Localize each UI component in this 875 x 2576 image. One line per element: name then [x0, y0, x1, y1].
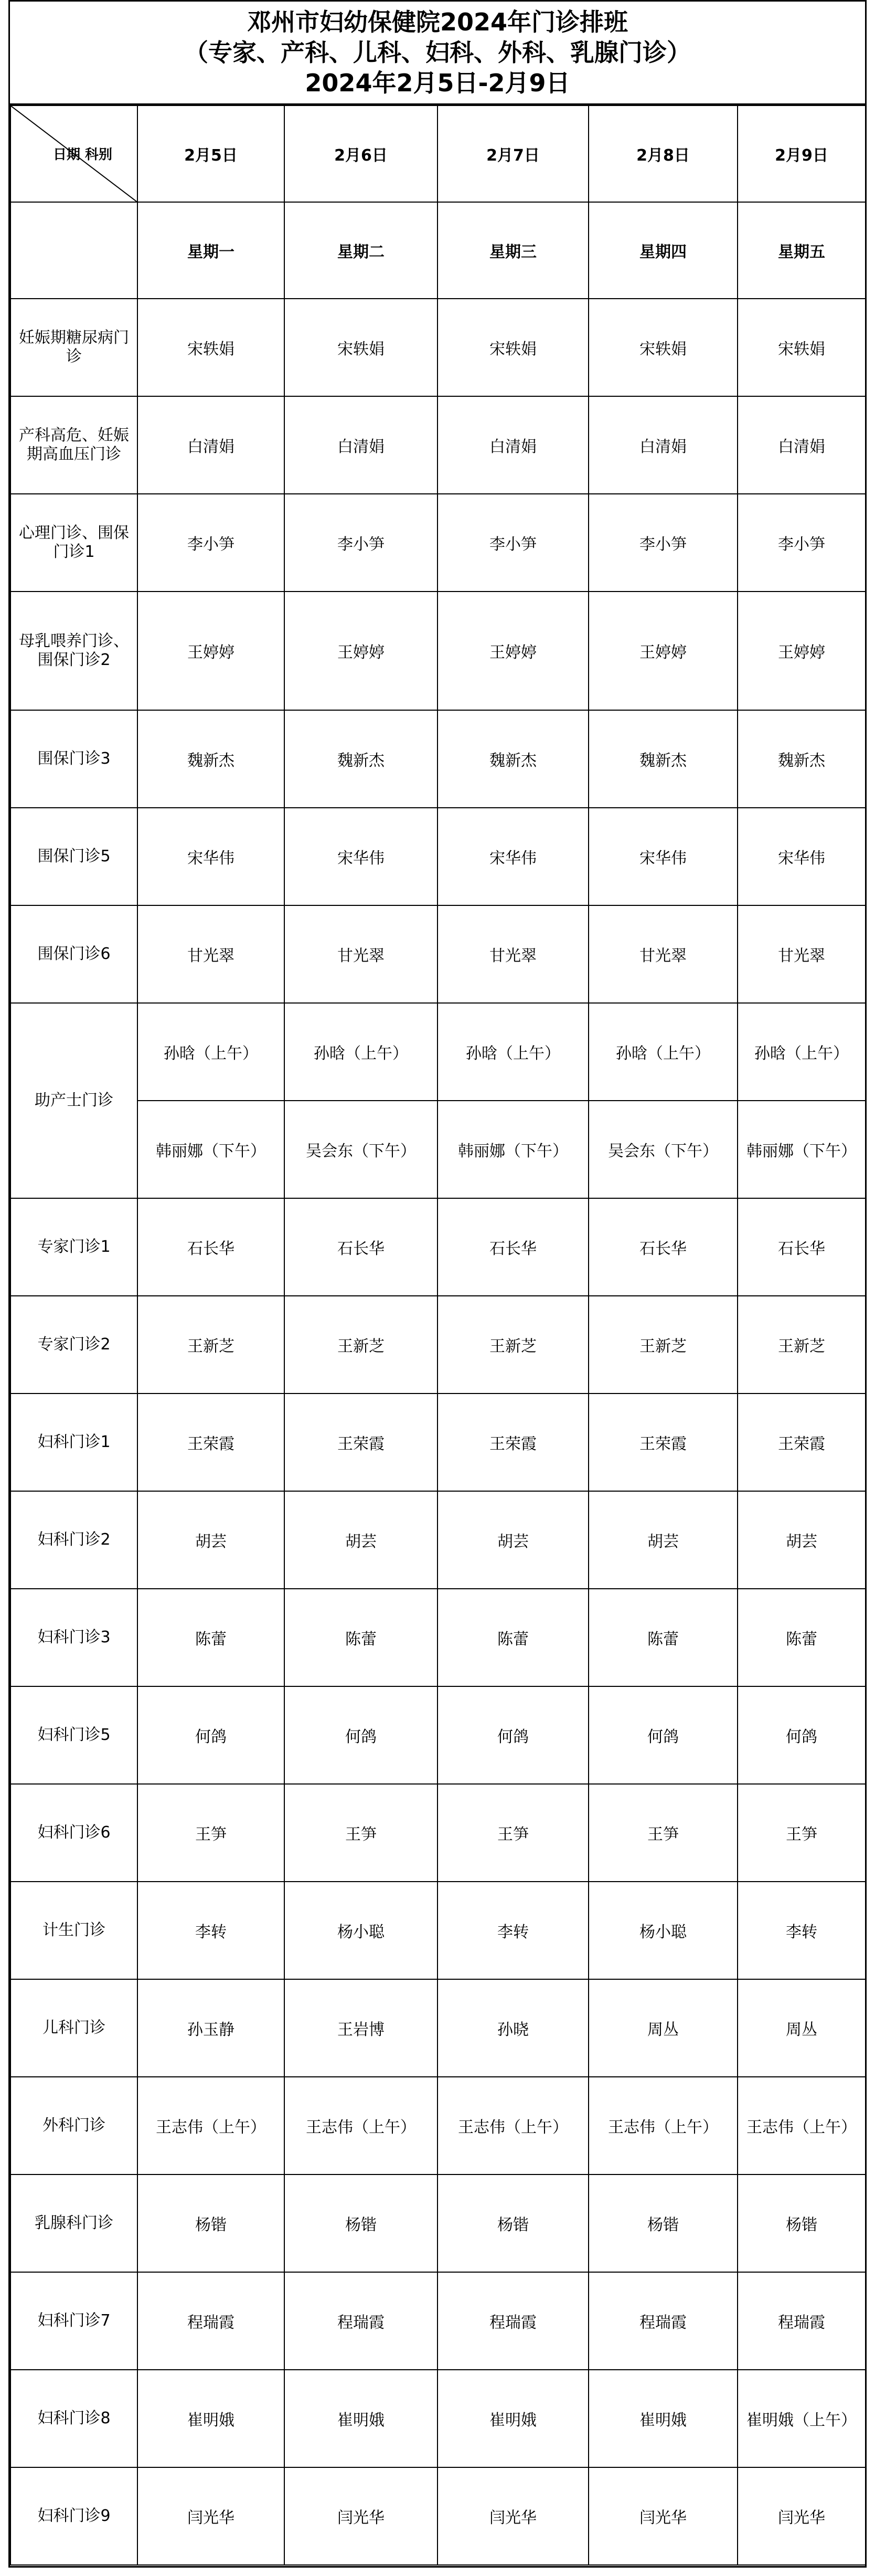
schedule-cell: 魏新杰: [284, 710, 437, 808]
schedule-cell: 李小笋: [437, 494, 589, 592]
schedule-cell: 胡芸: [137, 1491, 284, 1589]
table-row: [10, 494, 866, 592]
schedule-cell: 周丛: [738, 1979, 866, 2077]
table-row: [10, 2077, 866, 2174]
schedule-cell: 王志伟（上午）: [437, 2077, 589, 2174]
schedule-cell: 闫光华: [284, 2467, 437, 2565]
schedule-cell: 石长华: [284, 1198, 437, 1296]
table-row: [10, 2370, 866, 2467]
schedule-cell: 王志伟（上午）: [589, 2077, 738, 2174]
date-header: 2月9日: [738, 105, 866, 202]
schedule-cell: 李小笋: [137, 494, 284, 592]
schedule-cell: 程瑞霞: [738, 2272, 866, 2370]
schedule-cell: 李小笋: [284, 494, 437, 592]
table-row: [10, 1393, 866, 1491]
schedule-cell: 崔明娥: [437, 2370, 589, 2467]
schedule-cell: 王荣霞: [589, 1393, 738, 1491]
schedule-cell: 王荣霞: [738, 1393, 866, 1491]
table-row: [10, 2174, 866, 2272]
dept-label: 母乳喂养门诊、围保门诊2: [10, 592, 137, 710]
schedule-cell: 石长华: [589, 1198, 738, 1296]
dept-label: 围保门诊3: [10, 710, 137, 808]
date-header: 2月6日: [284, 105, 437, 202]
schedule-cell: 何鸽: [284, 1686, 437, 1784]
schedule-cell: 王婷婷: [137, 592, 284, 710]
title-line-2: （专家、产科、儿科、妇科、外科、乳腺门诊）: [184, 38, 691, 67]
table-row: [10, 1296, 866, 1393]
dept-label: 围保门诊5: [10, 808, 137, 905]
schedule-cell: 石长华: [437, 1198, 589, 1296]
schedule-cell: 孙晗（上午）: [589, 1003, 738, 1101]
schedule-cell: 孙晓: [437, 1979, 589, 2077]
schedule-cell: 陈蕾: [437, 1589, 589, 1686]
table-row: [10, 1979, 866, 2077]
corner-label: 日期 科别: [53, 147, 113, 163]
schedule-cell: 李转: [437, 1882, 589, 1979]
schedule-cell: 孙晗（上午）: [137, 1003, 284, 1101]
schedule-cell: 王笋: [437, 1784, 589, 1882]
schedule-cell: 李小笋: [589, 494, 738, 592]
schedule-cell: 王志伟（上午）: [137, 2077, 284, 2174]
blank-cell: [10, 202, 137, 299]
table-row: [10, 592, 866, 710]
dept-label: 妇科门诊5: [10, 1686, 137, 1784]
dept-label: 心理门诊、围保门诊1: [10, 494, 137, 592]
schedule-cell: 陈蕾: [284, 1589, 437, 1686]
schedule-cell: 杨小聪: [589, 1882, 738, 1979]
table-row: [10, 1784, 866, 1882]
schedule-cell: 韩丽娜（下午）: [137, 1101, 284, 1198]
schedule-cell: 胡芸: [738, 1491, 866, 1589]
schedule-cell: 闫光华: [437, 2467, 589, 2565]
schedule-cell: 王新芝: [437, 1296, 589, 1393]
weekday-header: 星期一: [137, 202, 284, 299]
schedule-cell: 韩丽娜（下午）: [437, 1101, 589, 1198]
dept-label: 妇科门诊3: [10, 1589, 137, 1686]
schedule-cell: 李转: [137, 1882, 284, 1979]
table-row: [10, 905, 866, 1003]
schedule-cell: 宋华伟: [284, 808, 437, 905]
schedule-cell: 甘光翠: [137, 905, 284, 1003]
schedule-cell: 杨锴: [284, 2174, 437, 2272]
table-row: [10, 396, 866, 494]
schedule-cell: 白清娟: [738, 396, 866, 494]
schedule-sheet: [8, 0, 867, 2568]
schedule-cell: 何鸽: [738, 1686, 866, 1784]
schedule-cell: 王志伟（上午）: [738, 2077, 866, 2174]
table-row: [10, 808, 866, 905]
schedule-cell: 宋轶娟: [437, 299, 589, 396]
table-row: [10, 299, 866, 396]
weekday-header: 星期二: [284, 202, 437, 299]
dept-label: 围保门诊6: [10, 905, 137, 1003]
schedule-cell: 王志伟（上午）: [284, 2077, 437, 2174]
schedule-cell: 甘光翠: [437, 905, 589, 1003]
dept-label: 妇科门诊8: [10, 2370, 137, 2467]
dept-label: 计生门诊: [10, 1882, 137, 1979]
schedule-cell: 孙晗（上午）: [738, 1003, 866, 1101]
schedule-cell: 王新芝: [284, 1296, 437, 1393]
schedule-cell: 甘光翠: [284, 905, 437, 1003]
weekday-header: 星期四: [589, 202, 738, 299]
schedule-cell: 何鸽: [589, 1686, 738, 1784]
schedule-cell: 白清娟: [137, 396, 284, 494]
dept-label: 妊娠期糖尿病门诊: [10, 299, 137, 396]
schedule-cell: 甘光翠: [589, 905, 738, 1003]
schedule-cell: 魏新杰: [137, 710, 284, 808]
table-row: [10, 1589, 866, 1686]
schedule-cell: 胡芸: [437, 1491, 589, 1589]
schedule-cell: 王婷婷: [738, 592, 866, 710]
schedule-cell: 宋华伟: [589, 808, 738, 905]
dept-label: 儿科门诊: [10, 1979, 137, 2077]
schedule-cell: 王荣霞: [137, 1393, 284, 1491]
dept-label: 外科门诊: [10, 2077, 137, 2174]
schedule-cell: 闫光华: [137, 2467, 284, 2565]
schedule-cell: 程瑞霞: [437, 2272, 589, 2370]
schedule-cell: 闫光华: [738, 2467, 866, 2565]
date-header: 2月7日: [437, 105, 589, 202]
schedule-cell: 闫光华: [589, 2467, 738, 2565]
schedule-cell: 宋轶娟: [738, 299, 866, 396]
schedule-cell: 白清娟: [284, 396, 437, 494]
schedule-cell: 孙晗（上午）: [437, 1003, 589, 1101]
schedule-cell: 程瑞霞: [589, 2272, 738, 2370]
schedule-cell: 何鸽: [137, 1686, 284, 1784]
schedule-cell: 胡芸: [284, 1491, 437, 1589]
schedule-cell: 石长华: [738, 1198, 866, 1296]
dept-label: 妇科门诊1: [10, 1393, 137, 1491]
schedule-cell: 孙玉静: [137, 1979, 284, 2077]
schedule-cell: 王婷婷: [284, 592, 437, 710]
schedule-cell: 宋轶娟: [137, 299, 284, 396]
schedule-cell: 魏新杰: [738, 710, 866, 808]
title-line-3: 2024年2月5日-2月9日: [305, 69, 570, 97]
schedule-cell: 宋华伟: [137, 808, 284, 905]
dept-label: 专家门诊2: [10, 1296, 137, 1393]
schedule-cell: 王新芝: [589, 1296, 738, 1393]
schedule-table: [10, 105, 866, 2566]
schedule-cell: 宋轶娟: [284, 299, 437, 396]
schedule-cell: 胡芸: [589, 1491, 738, 1589]
document-title: [10, 2, 865, 105]
schedule-cell: 宋华伟: [738, 808, 866, 905]
schedule-cell: 王婷婷: [437, 592, 589, 710]
date-header: 2月8日: [589, 105, 738, 202]
schedule-cell: 王笋: [137, 1784, 284, 1882]
weekday-header: 星期三: [437, 202, 589, 299]
schedule-cell: 甘光翠: [738, 905, 866, 1003]
weekday-header-row: [10, 202, 866, 299]
date-header: 2月5日: [137, 105, 284, 202]
schedule-cell: 白清娟: [589, 396, 738, 494]
schedule-cell: 杨锴: [137, 2174, 284, 2272]
schedule-cell: 宋华伟: [437, 808, 589, 905]
schedule-cell: 崔明娥: [589, 2370, 738, 2467]
schedule-cell: 程瑞霞: [284, 2272, 437, 2370]
title-line-1: 邓州市妇幼保健院2024年门诊排班: [247, 8, 628, 36]
schedule-cell: 白清娟: [437, 396, 589, 494]
schedule-cell: 魏新杰: [437, 710, 589, 808]
dept-label: 产科高危、妊娠期高血压门诊: [10, 396, 137, 494]
schedule-cell: 王荣霞: [284, 1393, 437, 1491]
schedule-cell: 陈蕾: [137, 1589, 284, 1686]
schedule-cell: 吴会东（下午）: [284, 1101, 437, 1198]
dept-label: 乳腺科门诊: [10, 2174, 137, 2272]
schedule-cell: 王岩博: [284, 1979, 437, 2077]
schedule-cell: 李转: [738, 1882, 866, 1979]
table-row: [10, 2272, 866, 2370]
schedule-cell: 陈蕾: [738, 1589, 866, 1686]
table-row: [10, 1491, 866, 1589]
schedule-cell: 杨锴: [437, 2174, 589, 2272]
schedule-cell: 崔明娥: [284, 2370, 437, 2467]
schedule-cell: 吴会东（下午）: [589, 1101, 738, 1198]
schedule-cell: 周丛: [589, 1979, 738, 2077]
schedule-cell: 魏新杰: [589, 710, 738, 808]
table-row: [10, 1198, 866, 1296]
schedule-cell: 王笋: [738, 1784, 866, 1882]
schedule-cell: 孙晗（上午）: [284, 1003, 437, 1101]
corner-cell: [10, 105, 137, 202]
schedule-cell: 程瑞霞: [137, 2272, 284, 2370]
schedule-cell: 何鸽: [437, 1686, 589, 1784]
schedule-cell: 崔明娥（上午）: [738, 2370, 866, 2467]
schedule-cell: 宋轶娟: [589, 299, 738, 396]
dept-label: 妇科门诊7: [10, 2272, 137, 2370]
schedule-cell: 王荣霞: [437, 1393, 589, 1491]
schedule-cell: 韩丽娜（下午）: [738, 1101, 866, 1198]
schedule-cell: 王笋: [284, 1784, 437, 1882]
table-row-midwife-pm: [10, 1101, 866, 1198]
schedule-cell: 陈蕾: [589, 1589, 738, 1686]
schedule-cell: 王新芝: [738, 1296, 866, 1393]
dept-label: 助产士门诊: [10, 1003, 137, 1198]
table-row-midwife-am: [10, 1003, 866, 1101]
date-header-row: [10, 105, 866, 202]
schedule-cell: 王笋: [589, 1784, 738, 1882]
schedule-cell: 杨锴: [738, 2174, 866, 2272]
weekday-header: 星期五: [738, 202, 866, 299]
schedule-cell: 石长华: [137, 1198, 284, 1296]
schedule-cell: 王婷婷: [589, 592, 738, 710]
table-row: [10, 2467, 866, 2565]
schedule-cell: 杨小聪: [284, 1882, 437, 1979]
schedule-cell: 崔明娥: [137, 2370, 284, 2467]
schedule-cell: 王新芝: [137, 1296, 284, 1393]
dept-label: 专家门诊1: [10, 1198, 137, 1296]
table-row: [10, 1686, 866, 1784]
schedule-cell: 李小笋: [738, 494, 866, 592]
dept-label: 妇科门诊2: [10, 1491, 137, 1589]
dept-label: 妇科门诊6: [10, 1784, 137, 1882]
table-row: [10, 1882, 866, 1979]
table-row: [10, 710, 866, 808]
dept-label: 妇科门诊9: [10, 2467, 137, 2565]
schedule-cell: 杨锴: [589, 2174, 738, 2272]
